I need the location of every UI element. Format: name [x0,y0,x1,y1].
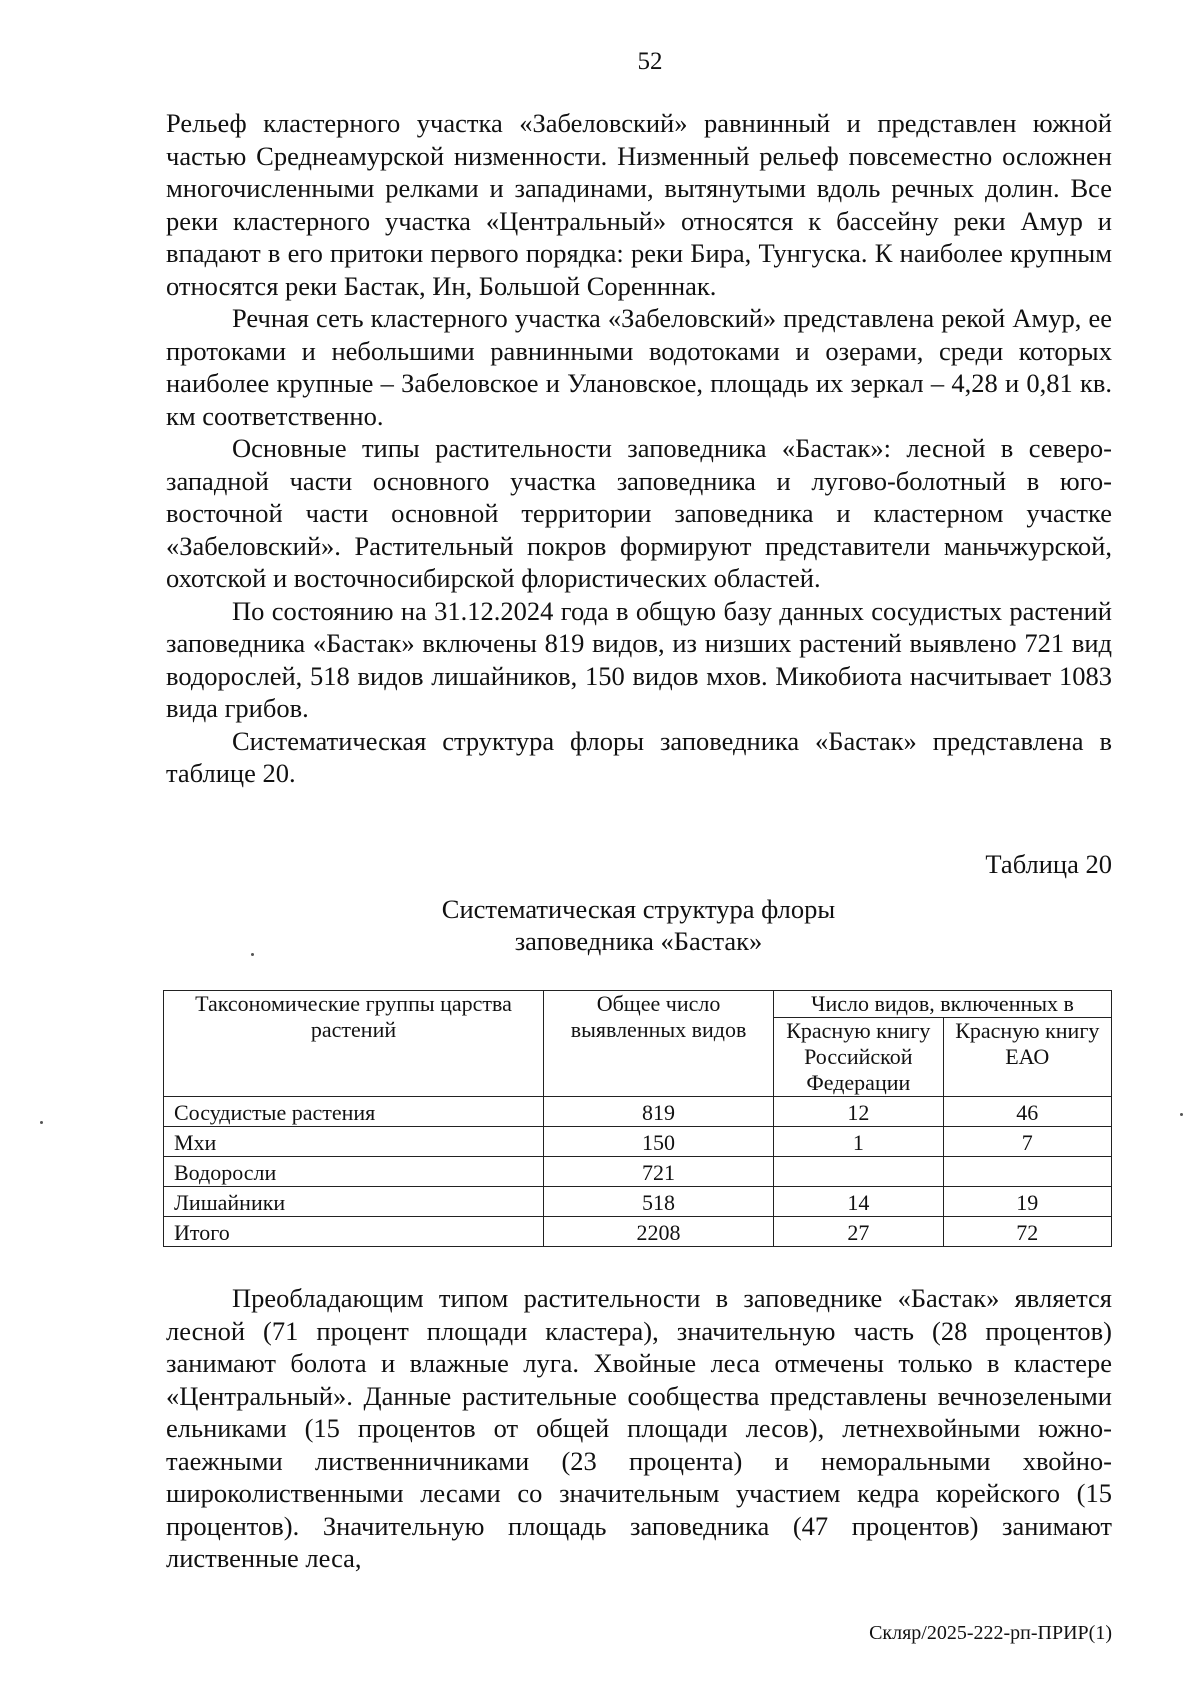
table-row-total [164,1217,1112,1247]
table-row [164,1097,1112,1127]
cell-red-book-eao: 7 [943,1127,1111,1157]
flora-structure-table [163,990,1112,1247]
cell-group-name: Итого [164,1217,544,1247]
header-red-book-group: Число видов, включенных в [774,991,1112,1018]
cell-red-book-rf: 1 [774,1127,943,1157]
body-text-top [166,107,1112,790]
paragraph-table-reference: Систематическая структура флоры заповедника «Бастак» представлена в таблице 20. [166,725,1112,788]
cell-red-book-eao: 72 [943,1217,1111,1247]
paragraph-dominant-vegetation: Преобладающим типом растительности в заповеднике «Бастак» является лесной (71 процент площади кластера), значительную часть (28 процентов) занимают болота и влажные луга. Хвойные леса отмечены только в кластере «Центральный». Данные растительные сообщества представлены вечнозелеными ельниками (15 процентов от общей площади лесов), летнехвойными южно-таежными лиственничниками (23 процента) и неморальными хвойно-широколиственными лесами со значительным участием кедра корейского (15 процентов). Значительную площадь заповедника (47 процентов) занимают лиственные леса, [166,1283,1112,1573]
cell-red-book-eao [943,1157,1111,1187]
cell-total: 819 [544,1097,774,1127]
header-total-species: Общее число выявленных видов [544,991,774,1097]
paragraph-species-database: По состоянию на 31.12.2024 года в общую базу данных сосудистых растений заповедника «Бастак» включены 819 видов, из низших растений выявлено 721 вид водорослей, 518 видов лишайников, 150 видов мхов. Микобиота насчитывает 1083 вида грибов. [166,595,1112,723]
cell-red-book-rf: 14 [774,1187,943,1217]
document-code: Скляр/2025-222-рп-ПРИР(1) [869,1622,1112,1644]
table-title-line2: заповедника «Бастак» [514,926,763,956]
cell-total: 150 [544,1127,774,1157]
table-row [164,1157,1112,1187]
scan-speck [1180,1113,1183,1116]
table-row [164,1127,1112,1157]
header-red-book-eao: Красную книгу ЕАО [943,1018,1111,1097]
cell-group-name: Лишайники [164,1187,544,1217]
scan-speck [40,1121,43,1124]
scan-speck [251,953,254,956]
cell-group-name: Сосудистые растения [164,1097,544,1127]
header-taxonomic-groups: Таксономические группы царства растений [164,991,544,1097]
page-number: 52 [637,48,663,75]
paragraph-river-network: Речная сеть кластерного участка «Забеловский» представлена рекой Амур, ее протоками и небольшими равнинными водотоками и озерами, среди которых наиболее крупные – Забеловское и Улановское, площадь их зеркал – 4,28 и 0,81 кв. км соответственно. [166,303,1112,431]
cell-total: 721 [544,1157,774,1187]
cell-total: 2208 [544,1217,774,1247]
paragraph-relief: Рельеф кластерного участка «Забеловский» равнинный и представлен южной частью Среднеамурской низменности. Низменный рельеф повсеместно осложнен многочисленными релками и западинами, вытянутыми вдоль речных долин. Все реки кластерного участка «Центральный» относятся к бассейну реки Амур и впадают в его притоки первого порядка: реки Бира, Тунгуска. К наиболее крупным относятся реки Бастак, Ин, Большой Соренннак. [166,108,1112,301]
table-title-line1: Систематическая структура флоры [441,894,836,924]
table-title [0,893,1200,957]
header-red-book-rf: Красную книгу Российской Федерации [774,1018,943,1097]
cell-group-name: Водоросли [164,1157,544,1187]
cell-group-name: Мхи [164,1127,544,1157]
table-header-row-1 [164,991,1112,1018]
paragraph-vegetation-types: Основные типы растительности заповедника «Бастак»: лесной в северо-западной части основного участка заповедника и лугово-болотный в юго-восточной части основной территории заповедника и кластерном участке «Забеловский». Растительный покров формируют представители маньчжурской, охотской и восточносибирской флористических областей. [166,433,1112,593]
cell-red-book-rf: 27 [774,1217,943,1247]
cell-red-book-eao: 19 [943,1187,1111,1217]
body-text-bottom [166,1282,1112,1575]
table-caption: Таблица 20 [985,849,1112,879]
cell-red-book-rf: 12 [774,1097,943,1127]
table-row [164,1187,1112,1217]
cell-red-book-rf [774,1157,943,1187]
cell-red-book-eao: 46 [943,1097,1111,1127]
cell-total: 518 [544,1187,774,1217]
